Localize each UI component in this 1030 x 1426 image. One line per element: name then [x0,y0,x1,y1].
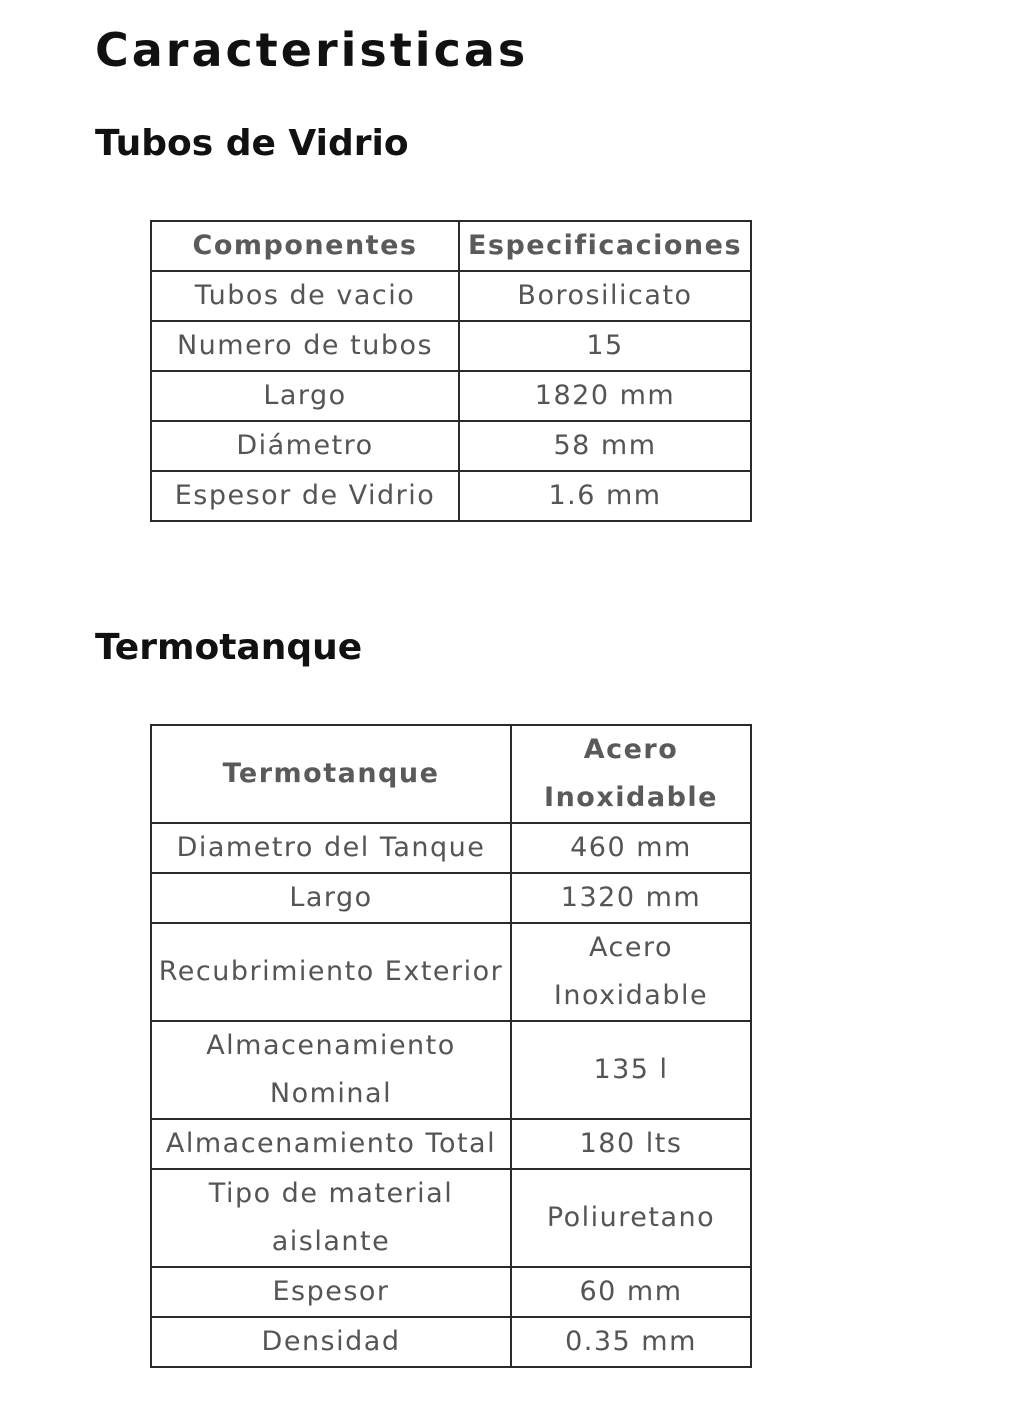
component-cell: Densidad [151,1317,511,1367]
component-cell: Recubrimiento Exterior [151,923,511,1021]
column-header-material: Acero Inoxidable [511,725,751,823]
component-cell: Diámetro [151,421,459,471]
section-title-tubos-de-vidrio: Tubos de Vidrio [95,123,409,164]
table-row [151,1317,751,1367]
component-cell: Almacenamiento Total [151,1119,511,1169]
spec-cell: Poliuretano [511,1169,751,1267]
table-row [151,923,751,1021]
component-cell: Tipo de material aislante [151,1169,511,1267]
spec-cell: Acero Inoxidable [511,923,751,1021]
table-row [151,1021,751,1119]
component-cell: Largo [151,873,511,923]
spec-cell: 180 lts [511,1119,751,1169]
table-row [151,271,751,321]
table-row [151,471,751,521]
column-header-termotanque: Termotanque [151,725,511,823]
spec-cell: 460 mm [511,823,751,873]
component-cell: Almacenamiento Nominal [151,1021,511,1119]
spec-cell: 1.6 mm [459,471,751,521]
table-row [151,371,751,421]
table-header-row [151,221,751,271]
termotanque-table [150,724,752,1368]
spec-cell: 1820 mm [459,371,751,421]
spec-cell: 60 mm [511,1267,751,1317]
spec-cell: 1320 mm [511,873,751,923]
table-row [151,873,751,923]
table-row [151,1119,751,1169]
table-row [151,823,751,873]
column-header-componentes: Componentes [151,221,459,271]
component-cell: Numero de tubos [151,321,459,371]
spec-cell: Borosilicato [459,271,751,321]
component-cell: Diametro del Tanque [151,823,511,873]
spec-cell: 0.35 mm [511,1317,751,1367]
table-row [151,321,751,371]
page-title: Caracteristicas [95,23,529,77]
spec-cell: 15 [459,321,751,371]
component-cell: Largo [151,371,459,421]
component-cell: Espesor [151,1267,511,1317]
table-row [151,1169,751,1267]
tubos-de-vidrio-table [150,220,752,522]
column-header-especificaciones: Especificaciones [459,221,751,271]
section-title-termotanque: Termotanque [95,627,363,668]
table-row [151,1267,751,1317]
component-cell: Tubos de vacio [151,271,459,321]
spec-cell: 135 l [511,1021,751,1119]
table-header-row [151,725,751,823]
table-row [151,421,751,471]
spec-cell: 58 mm [459,421,751,471]
component-cell: Espesor de Vidrio [151,471,459,521]
